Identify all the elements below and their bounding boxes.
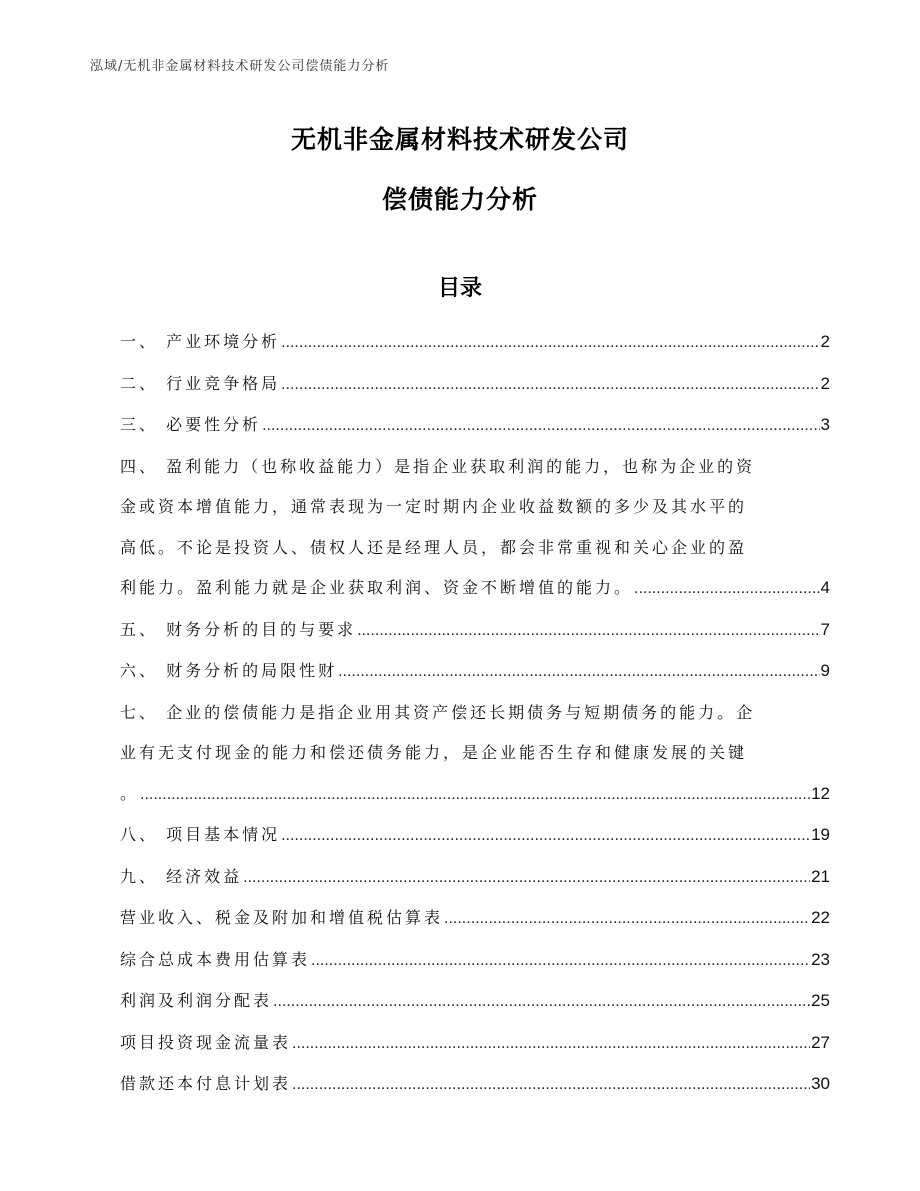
toc-entry-page: 9 <box>820 661 830 680</box>
toc-entry-page: 23 <box>811 949 830 969</box>
toc-leader-dots <box>311 941 810 982</box>
toc-leader-dots <box>281 816 810 857</box>
toc-leader-dots <box>634 569 820 610</box>
toc-entry[interactable] <box>120 857 830 899</box>
toc-entry-page: 4 <box>820 578 830 597</box>
toc-entry-label: 三、 必要性分析 <box>120 415 262 434</box>
toc-entry-label: 二、 行业竞争格局 <box>120 373 281 393</box>
toc-leader-dots <box>243 858 810 899</box>
toc-leader-dots <box>140 775 810 816</box>
toc-entry[interactable] <box>120 693 830 816</box>
toc-entry-label: 四、 盈利能力（也称收益能力）是指企业获取利润的能力，也称为企业的资 <box>120 456 756 476</box>
toc-entry-text-line <box>120 693 830 734</box>
toc-leader-dots <box>357 611 819 652</box>
toc-entry-label: 七、 企业的偿债能力是指企业用其资产偿还长期债务与短期债务的能力。企 <box>120 702 756 722</box>
table-of-contents <box>120 322 830 1106</box>
toc-entry-last-line <box>120 568 830 610</box>
toc-leader-dots <box>273 982 810 1023</box>
toc-entry-label: 五、 财务分析的目的与要求 <box>120 619 357 639</box>
toc-entry-last-line <box>120 774 830 816</box>
toc-entry[interactable] <box>120 940 830 982</box>
toc-leader-dots <box>262 406 819 447</box>
toc-entry[interactable] <box>120 322 830 364</box>
toc-leader-dots <box>292 1065 810 1106</box>
toc-entry-label: 八、 项目基本情况 <box>120 825 281 844</box>
toc-entry[interactable] <box>120 815 830 857</box>
document-title-line-1: 无机非金属材料技术研发公司 <box>290 125 629 154</box>
toc-entry-page: 2 <box>820 332 830 351</box>
toc-entry-label: 金或资本增值能力，通常表现为一定时期内企业收益数额的多少及其水平的 <box>120 497 748 516</box>
toc-entry-text-line <box>120 528 830 569</box>
toc-entry-page: 27 <box>811 1032 830 1052</box>
toc-entry[interactable] <box>120 405 830 447</box>
toc-heading: 目录 <box>437 276 482 301</box>
toc-entry-page: 7 <box>820 619 830 639</box>
toc-entry-page: 30 <box>811 1074 830 1093</box>
toc-entry-page: 3 <box>820 415 830 434</box>
toc-entry-label: 综合总成本费用估算表 <box>120 949 311 969</box>
toc-entry-label: 。 <box>120 783 140 803</box>
toc-entry[interactable] <box>120 1023 830 1065</box>
toc-entry-label: 营业收入、税金及附加和增值税估算表 <box>120 908 444 927</box>
toc-entry-page: 22 <box>811 908 830 927</box>
toc-entry[interactable] <box>120 1064 830 1106</box>
toc-entry-text-line <box>120 733 830 774</box>
toc-entry-label: 六、 财务分析的局限性财 <box>120 661 338 680</box>
toc-leader-dots <box>444 899 810 940</box>
toc-entry-label: 九、 经济效益 <box>120 866 243 886</box>
toc-leader-dots <box>292 1024 810 1065</box>
toc-entry-label: 借款还本付息计划表 <box>120 1074 292 1093</box>
toc-leader-dots <box>338 652 819 693</box>
toc-entry-page: 12 <box>811 783 830 803</box>
toc-leader-dots <box>281 323 819 364</box>
toc-entry-page: 19 <box>811 825 830 844</box>
toc-entry[interactable] <box>120 364 830 406</box>
document-title-line-2: 偿债能力分析 <box>381 185 538 214</box>
toc-entry-label: 一、 产业环境分析 <box>120 332 281 351</box>
toc-entry-label: 项目投资现金流量表 <box>120 1032 292 1052</box>
toc-entry-page: 21 <box>811 866 830 886</box>
toc-entry-label: 高低。不论是投资人、债权人还是经理人员，都会非常重视和关心企业的盈 <box>120 537 748 557</box>
toc-entry[interactable] <box>120 898 830 940</box>
toc-entry-label: 利能力。盈利能力就是企业获取利润、资金不断增值的能力。 <box>120 578 634 597</box>
toc-entry-label: 利润及利润分配表 <box>120 991 273 1010</box>
toc-entry-page: 25 <box>811 991 830 1010</box>
toc-entry[interactable] <box>120 981 830 1023</box>
running-header: 泓域/无机非金属材料技术研发公司偿债能力分析 <box>90 59 390 74</box>
toc-entry-text-line <box>120 487 830 528</box>
toc-entry[interactable] <box>120 610 830 652</box>
toc-entry-label: 业有无支付现金的能力和偿还债务能力，是企业能否生存和健康发展的关键 <box>120 743 748 762</box>
toc-entry-page: 2 <box>820 373 830 393</box>
toc-entry-text-line <box>120 447 830 488</box>
toc-entry[interactable] <box>120 447 830 610</box>
toc-entry[interactable] <box>120 651 830 693</box>
toc-leader-dots <box>281 365 819 406</box>
